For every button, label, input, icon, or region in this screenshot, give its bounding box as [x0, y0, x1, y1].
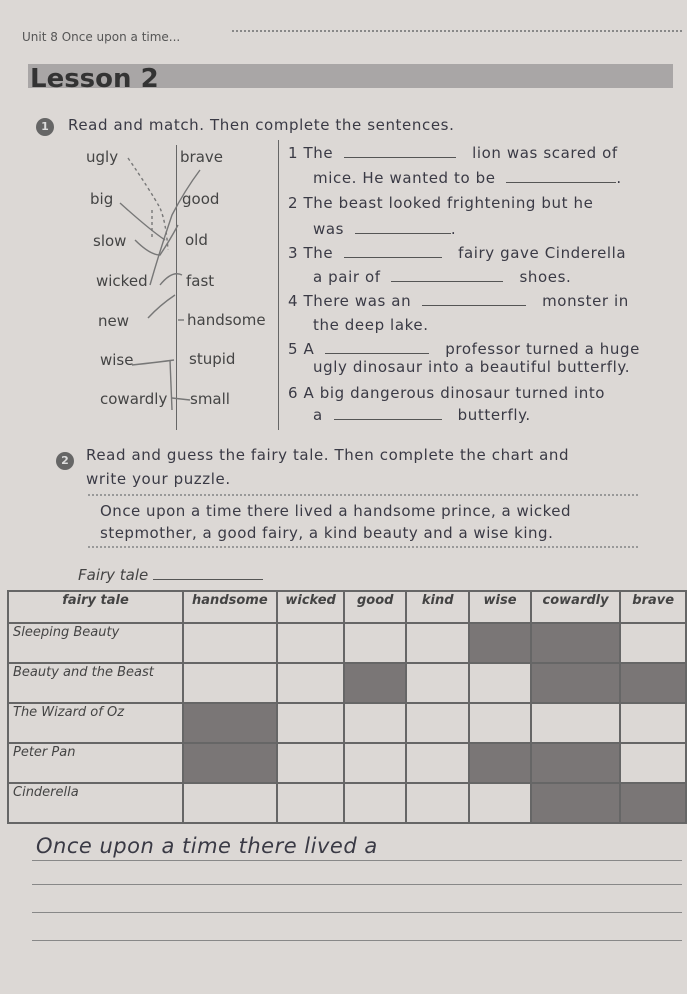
- table-row: [8, 783, 686, 823]
- exercise-1-instruction: Read and match. Then complete the sentences.: [68, 116, 455, 134]
- chart-cell-shaded: [344, 663, 406, 703]
- chart-cell-shaded: [531, 743, 621, 783]
- story-line-2: stepmother, a good fairy, a kind beauty and a wise king.: [100, 524, 554, 542]
- chart-cell[interactable]: [620, 743, 686, 783]
- sentence-5-line-1: 5 A professor turned a huge: [288, 340, 640, 358]
- chart-cell[interactable]: [406, 623, 469, 663]
- row-label: Sleeping Beauty: [8, 623, 183, 663]
- sentence-6-line-1: 6 A big dangerous dinosaur turned into: [288, 384, 606, 402]
- chart-header: kind: [406, 591, 469, 623]
- chart-cell[interactable]: [344, 743, 406, 783]
- chart-cell-shaded: [183, 743, 277, 783]
- chart-cell[interactable]: [277, 743, 345, 783]
- chart-cell[interactable]: [406, 783, 469, 823]
- sentence-3-line-2: a pair of shoes.: [313, 268, 572, 286]
- chart-header: cowardly: [531, 591, 621, 623]
- writing-line[interactable]: [32, 940, 682, 941]
- fairy-tale-answer-blank[interactable]: [153, 567, 263, 580]
- chart-cell[interactable]: [344, 783, 406, 823]
- exercise-2-badge: 2: [56, 452, 74, 470]
- chart-cell[interactable]: [277, 703, 345, 743]
- right-word: old: [185, 231, 208, 249]
- chart-cell[interactable]: [344, 623, 406, 663]
- table-row: [8, 743, 686, 783]
- sentence-5-line-2: ugly dinosaur into a beautiful butterfly.: [313, 358, 631, 376]
- chart-cell[interactable]: [344, 703, 406, 743]
- left-word: new: [98, 312, 130, 330]
- left-word: ugly: [86, 148, 119, 166]
- puzzle-start-text: Once upon a time there lived a: [36, 834, 378, 858]
- right-word: stupid: [189, 350, 236, 368]
- right-word: handsome: [187, 311, 266, 329]
- chart-cell-shaded: [183, 703, 277, 743]
- chart-header: fairy tale: [8, 591, 183, 623]
- left-word: wise: [100, 351, 134, 369]
- table-row: [8, 663, 686, 703]
- row-label: Beauty and the Beast: [8, 663, 183, 703]
- chart-cell[interactable]: [277, 663, 345, 703]
- sentence-4-line-1: 4 There was an monster in: [288, 292, 629, 310]
- lesson-title: Lesson 2: [30, 64, 159, 94]
- chart-cell[interactable]: [469, 703, 530, 743]
- chart-header: brave: [620, 591, 686, 623]
- chart-cell-shaded: [469, 743, 530, 783]
- answer-blank[interactable]: [391, 269, 503, 282]
- left-word: slow: [93, 232, 127, 250]
- story-line-1: Once upon a time there lived a handsome prince, a wicked: [100, 502, 572, 520]
- chart-cell[interactable]: [469, 663, 530, 703]
- chart-header: good: [344, 591, 406, 623]
- right-word: good: [182, 190, 220, 208]
- chart-cell-shaded: [469, 623, 530, 663]
- sentence-4-line-2: the deep lake.: [313, 316, 429, 334]
- right-word: fast: [186, 272, 215, 290]
- fairy-tale-label: Fairy tale: [78, 566, 263, 584]
- story-box-top: [88, 494, 638, 496]
- chart-cell-shaded: [620, 783, 686, 823]
- chart-cell[interactable]: [277, 783, 345, 823]
- chart-cell[interactable]: [620, 623, 686, 663]
- chart-cell-shaded: [531, 663, 621, 703]
- left-word: wicked: [96, 272, 148, 290]
- table-row: [8, 703, 686, 743]
- row-label: The Wizard of Oz: [8, 703, 183, 743]
- answer-blank[interactable]: [422, 293, 526, 306]
- chart-header: wicked: [277, 591, 345, 623]
- sentence-6-line-2: a butterfly.: [313, 406, 531, 424]
- chart-cell-shaded: [620, 663, 686, 703]
- chart-cell-shaded: [531, 783, 621, 823]
- sentence-1-line-1: 1 The lion was scared of: [288, 144, 618, 162]
- exercise-1-badge: 1: [36, 118, 54, 136]
- exercise-2-instruction-line-1: Read and guess the fairy tale. Then complete the chart and: [86, 446, 570, 464]
- table-row: [8, 623, 686, 663]
- answer-blank[interactable]: [344, 145, 456, 158]
- right-word: brave: [180, 148, 223, 166]
- left-word: big: [90, 190, 114, 208]
- fairy-tale-chart: [7, 590, 687, 824]
- sentence-2-line-2: was .: [313, 220, 457, 238]
- writing-line[interactable]: [32, 860, 682, 861]
- chart-cell-shaded: [531, 623, 621, 663]
- left-word: cowardly: [100, 390, 168, 408]
- chart-cell[interactable]: [406, 663, 469, 703]
- row-label: Peter Pan: [8, 743, 183, 783]
- right-word: small: [190, 390, 230, 408]
- chart-cell[interactable]: [183, 783, 277, 823]
- sentence-2-line-1: 2 The beast looked frightening but he: [288, 194, 594, 212]
- sentence-3-line-1: 3 The fairy gave Cinderella: [288, 244, 627, 262]
- chart-cell[interactable]: [183, 623, 277, 663]
- chart-cell[interactable]: [620, 703, 686, 743]
- story-box-bottom: [88, 546, 638, 548]
- answer-blank[interactable]: [355, 221, 451, 234]
- chart-cell[interactable]: [277, 623, 345, 663]
- answer-blank[interactable]: [506, 170, 616, 183]
- answer-blank[interactable]: [325, 341, 429, 354]
- sentence-1-line-2: mice. He wanted to be .: [313, 169, 622, 187]
- chart-header: handsome: [183, 591, 277, 623]
- writing-line[interactable]: [32, 912, 682, 913]
- unit-title: Unit 8 Once upon a time...: [22, 30, 181, 44]
- chart-header-row: [8, 591, 686, 623]
- chart-header: wise: [469, 591, 530, 623]
- answer-blank[interactable]: [334, 407, 442, 420]
- chart-cell[interactable]: [406, 703, 469, 743]
- writing-line[interactable]: [32, 884, 682, 885]
- chart-cell[interactable]: [531, 703, 621, 743]
- chart-cell[interactable]: [469, 783, 530, 823]
- exercise-2-instruction-line-2: write your puzzle.: [86, 470, 231, 488]
- row-label: Cinderella: [8, 783, 183, 823]
- chart-cell[interactable]: [183, 663, 277, 703]
- answer-blank[interactable]: [344, 245, 442, 258]
- chart-cell[interactable]: [406, 743, 469, 783]
